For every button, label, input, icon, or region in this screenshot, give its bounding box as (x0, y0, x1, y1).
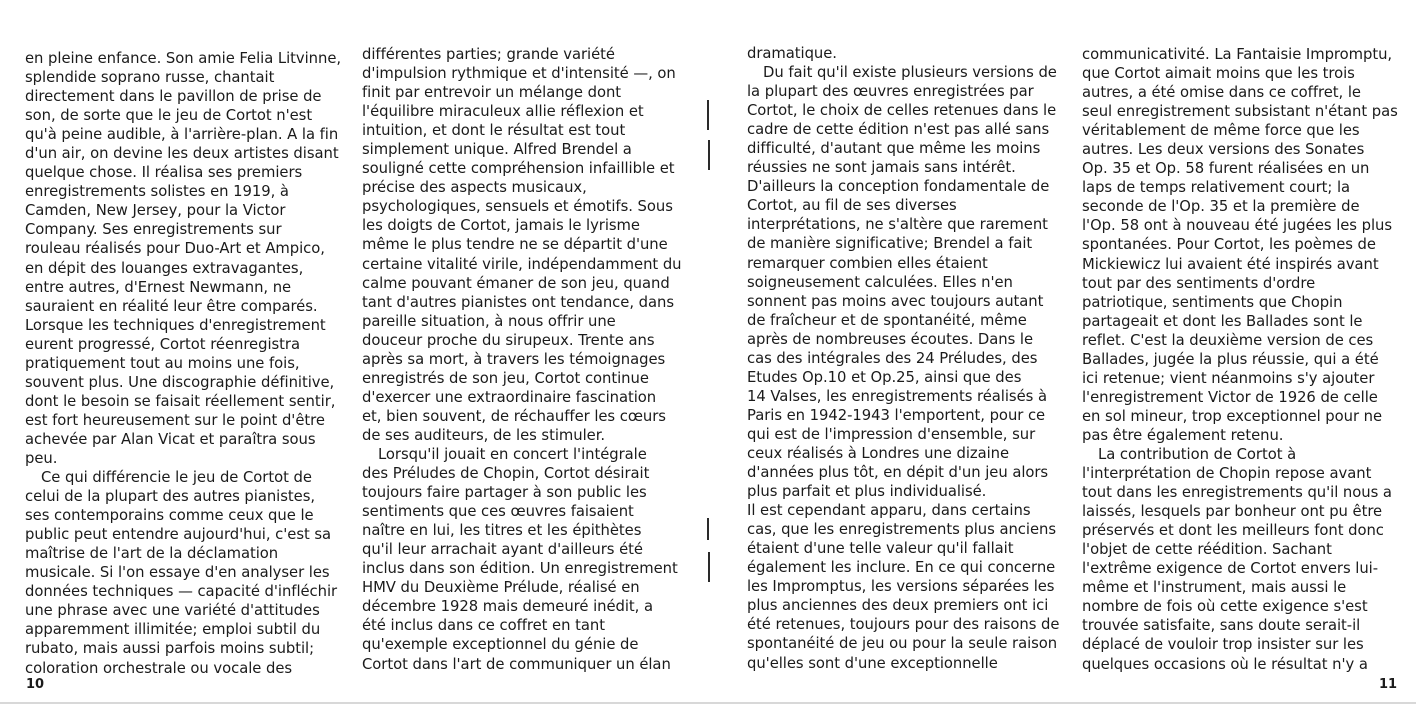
text-line: autres, a été omise dans ce coffret, le (1082, 84, 1361, 102)
text-line: qu'à peine audible, à l'arrière-plan. A la fin (25, 126, 339, 144)
text-line: d'un air, on devine les deux artistes disant (25, 145, 339, 163)
text-line: psychologiques, sensuels et émotifs. Sous (362, 198, 673, 216)
page-number-left: 10 (26, 677, 45, 692)
text-line: d'exercer une extraordinaire fascination (362, 388, 657, 406)
text-line: plus anciennes des deux premiers ont ici (747, 597, 1049, 615)
gutter-mark (707, 100, 709, 130)
text-line: ceux réalisés à Londres une dizaine (747, 444, 1010, 462)
text-line: tant d'autres pianistes ont tendance, dans (362, 293, 674, 311)
text-line: ici retenue; vient néanmoins s'y ajouter (1082, 369, 1375, 387)
text-line: celui de la plupart des autres pianistes, (25, 488, 316, 506)
text-line: tout par des sentiments d'ordre (1082, 274, 1316, 292)
text-line: 14 Valses, les enregistrements réalisés à (747, 387, 1047, 405)
text-line: d'impulsion rythmique et d'intensité —, on (362, 65, 676, 83)
text-line: directement dans le pavillon de prise de (25, 88, 322, 106)
text-line: sonnent pas moins avec toujours autant (747, 292, 1044, 310)
text-line: est fort heureusement sur le point d'être (25, 411, 325, 429)
text-line: finit par entrevoir un mélange dont (362, 84, 622, 102)
text-line: en sol mineur, trop exceptionnel pour ne (1082, 407, 1383, 425)
text-line: cas des intégrales des 24 Préludes, des (747, 349, 1038, 367)
text-line: des Préludes de Chopin, Cortot désirait (362, 465, 650, 483)
text-line: toujours faire partager à son public les (362, 484, 647, 502)
text-line: cadre de cette édition n'est pas allé sans (747, 121, 1050, 139)
text-line: inclus dans son édition. Un enregistrement (362, 560, 678, 578)
text-line: d'années plus tôt, en dépit d'un jeu alors (747, 464, 1049, 482)
text-line: peu. (25, 449, 58, 467)
text-line: partageait et dont les Ballades sont le (1082, 312, 1363, 330)
text-line: spontanées. Pour Cortot, les poèmes de (1082, 236, 1376, 254)
text-line: Paris en 1942-1943 l'emportent, pour ce (747, 406, 1046, 424)
text-line: ses contemporains comme ceux que le (25, 507, 314, 525)
text-line: Camden, New Jersey, pour la Victor (25, 202, 286, 220)
text-line: Etudes Op.10 et Op.25, ainsi que des (747, 368, 1022, 386)
text-line: laissés, lesquels par bonheur ont pu être (1082, 503, 1383, 521)
text-line: seconde de l'Op. 35 et la première de (1082, 198, 1360, 216)
text-line: précise des aspects musicaux, (362, 179, 587, 197)
text-line: en pleine enfance. Son amie Felia Litvinne, (25, 50, 342, 67)
text-line: La contribution de Cortot à (1098, 445, 1297, 463)
text-line: soigneusement calculées. Elles n'en (747, 273, 1013, 291)
text-line: différentes parties; grande variété (362, 46, 615, 63)
text-line: communicativité. La Fantaisie Impromptu, (1082, 46, 1393, 63)
text-line: coloration orchestrale ou vocale des (25, 659, 293, 677)
text-line: après de nombreuses écoutes. Dans le (747, 330, 1033, 348)
text-line: Company. Ses enregistrements sur (25, 221, 282, 239)
text-line: public peut entendre aujourd'hui, c'est sa (25, 526, 332, 544)
text-line: l'enregistrement Victor de 1926 de celle (1082, 388, 1378, 406)
text-line: calme pouvant émaner de son jeu, quand (362, 274, 670, 292)
text-line: Ce qui différencie le jeu de Cortot de (41, 469, 312, 487)
text-column-1 (25, 49, 341, 678)
text-line: enregistrés de son jeu, Cortot continue (362, 369, 649, 387)
text-line: étaient d'une telle valeur qu'il fallait (747, 540, 1014, 558)
text-line: nombre de fois où cette exigence s'est (1082, 598, 1368, 616)
page-edge (0, 702, 1416, 704)
text-line: autres. Les deux versions des Sonates (1082, 141, 1365, 159)
text-line: cas, que les enregistrements plus anciens (747, 521, 1056, 539)
text-line: Du fait qu'il existe plusieurs versions de (763, 64, 1057, 82)
text-line: difficulté, d'autant que même les moins (747, 140, 1041, 158)
text-line: Ballades, jugée la plus réussie, qui a été (1082, 350, 1379, 368)
text-line: préservés et dont les meilleurs font donc (1082, 522, 1384, 540)
text-line: rubato, mais aussi parfois moins subtil; (25, 640, 315, 658)
text-line: HMV du Deuxième Prélude, réalisé en (362, 579, 640, 597)
text-line: splendide soprano russe, chantait (25, 69, 275, 87)
text-line: également les inclure. En ce qui concerne (747, 559, 1056, 577)
text-line: l'objet de cette réédition. Sachant (1082, 541, 1332, 559)
text-line: quelque chose. Il réalisa ses premiers (25, 164, 303, 182)
text-line: décembre 1928 mais demeuré inédit, a (362, 598, 654, 616)
text-line: D'ailleurs la conception fondamentale de (747, 178, 1050, 196)
text-line: reflet. C'est la deuxième version de ces (1082, 331, 1374, 349)
text-column-2 (362, 45, 682, 674)
text-line: l'Op. 58 ont à nouveau été jugées les plus (1082, 217, 1393, 235)
text-line: spontanéité de jeu ou pour la seule raison (747, 635, 1058, 653)
text-line: qu'il leur arrachait ayant d'ailleurs été (362, 541, 643, 559)
text-line: même et l'instrument, mais aussi le (1082, 579, 1347, 597)
text-line: Cortot, le choix de celles retenues dans le (747, 102, 1057, 120)
text-line: tout dans les enregistrements qu'il nous a (1082, 484, 1392, 502)
text-line: certaine vitalité virile, indépendamment du (362, 255, 682, 273)
text-line: sentiments que ces œuvres faisaient (362, 503, 634, 521)
text-line: qui est de l'impression d'ensemble, sur (747, 425, 1036, 443)
text-line: les Impromptus, les versions séparées les (747, 578, 1055, 596)
text-line: enregistrements solistes en 1919, à (25, 183, 289, 201)
text-line: été inclus dans ce coffret en tant (362, 617, 605, 635)
text-line: douceur proche du sirupeux. Trente ans (362, 331, 655, 349)
text-line: Lorsqu'il jouait en concert l'intégrale (378, 445, 647, 463)
text-line: Cortot, au fil de ses diverses (747, 197, 957, 215)
text-column-4 (1082, 45, 1398, 674)
text-column-3 (747, 44, 1059, 673)
text-line: souligné cette compréhension infaillible et (362, 160, 675, 178)
text-line: sauraient en réalité leur être comparés. (25, 297, 318, 315)
text-line: après sa mort, à travers les témoignages (362, 350, 666, 368)
text-line: intuition, et dont le résultat est tout (362, 122, 626, 140)
text-line: Il est cependant apparu, dans certains (747, 502, 1031, 520)
text-line: une phrase avec une variété d'attitudes (25, 602, 320, 620)
text-line: son, de sorte que le jeu de Cortot n'est (25, 107, 313, 125)
text-line: même le plus tendre ne se départit d'une (362, 236, 668, 254)
text-line: pareille situation, à nous offrir une (362, 312, 616, 330)
text-line: dont le besoin se faisait réellement sentir, (25, 392, 336, 410)
text-line: l'extrême exigence de Cortot envers lui- (1082, 560, 1378, 578)
text-line: seul enregistrement subsistant n'étant pas (1082, 103, 1398, 121)
text-line: musicale. Si l'on essaye d'en analyser les (25, 564, 330, 582)
text-line: eurent progressé, Cortot réenregistra (25, 335, 300, 353)
text-line: l'interprétation de Chopin repose avant (1082, 465, 1372, 483)
text-line: laps de temps relativement court; la (1082, 179, 1351, 197)
text-line: Op. 35 et Op. 58 furent réalisées en un (1082, 160, 1370, 178)
text-line: entre autres, d'Ernest Newmann, ne (25, 278, 292, 296)
text-line: trouvée satisfaite, sans doute serait-il (1082, 617, 1361, 635)
text-line: qu'exemple exceptionnel du génie de (362, 636, 639, 654)
text-line: simplement unique. Alfred Brendel a (362, 141, 632, 159)
text-line: rouleau réalisés pour Duo-Art et Ampico, (25, 240, 325, 258)
text-line: été retenues, toujours pour des raisons de (747, 616, 1060, 634)
text-line: l'équilibre miraculeux allie réflexion et (362, 103, 644, 121)
text-line: pratiquement tout au moins une fois, (25, 354, 300, 372)
text-line: de fraîcheur et de spontanéité, même (747, 311, 1027, 329)
gutter-mark (708, 552, 710, 582)
text-line: données techniques — capacité d'infléchir (25, 583, 338, 601)
text-line: que Cortot aimait moins que les trois (1082, 65, 1355, 83)
text-line: qu'elles sont d'une exceptionnelle (747, 654, 998, 672)
text-line: et, bien souvent, de réchauffer les cœurs (362, 407, 666, 425)
page-number-right: 11 (1379, 677, 1398, 692)
text-line: pas être également retenu. (1082, 426, 1284, 444)
gutter-mark (707, 518, 709, 540)
text-line: en dépit des louanges extravagantes, (25, 259, 304, 277)
text-line: déplacé de vouloir trop insister sur les (1082, 636, 1364, 654)
text-line: apparemment illimitée; emploi subtil du (25, 621, 321, 639)
text-line: interprétations, ne s'altère que rarement (747, 216, 1048, 234)
gutter-mark (708, 140, 710, 170)
text-line: achevée par Alan Vicat et paraîtra sous (25, 430, 316, 448)
text-line: maîtrise de l'art de la déclamation (25, 545, 279, 563)
text-line: naître en lui, les titres et les épithètes (362, 522, 642, 540)
text-line: de manière significative; Brendel a fait (747, 235, 1033, 253)
text-line: Cortot dans l'art de communiquer un élan (362, 655, 671, 673)
text-line: patriotique, sentiments que Chopin (1082, 293, 1343, 311)
text-line: la plupart des œuvres enregistrées par (747, 83, 1034, 101)
text-line: véritablement de même force que les (1082, 122, 1360, 140)
text-line: Lorsque les techniques d'enregistrement (25, 316, 326, 334)
text-line: de ses auditeurs, de les stimuler. (362, 426, 606, 444)
text-line: réussies ne sont jamais sans intérêt. (747, 159, 1016, 177)
text-line: les doigts de Cortot, jamais le lyrisme (362, 217, 640, 235)
text-line: souvent plus. Une discographie définitive, (25, 373, 335, 391)
text-line: Mickiewicz lui avaient été inspirés avant (1082, 255, 1379, 273)
text-line: quelques occasions où le résultat n'y a (1082, 655, 1368, 673)
text-line: dramatique. (747, 45, 837, 62)
text-line: remarquer combien elles étaient (747, 254, 988, 272)
text-line: plus parfait et plus individualisé. (747, 483, 987, 501)
